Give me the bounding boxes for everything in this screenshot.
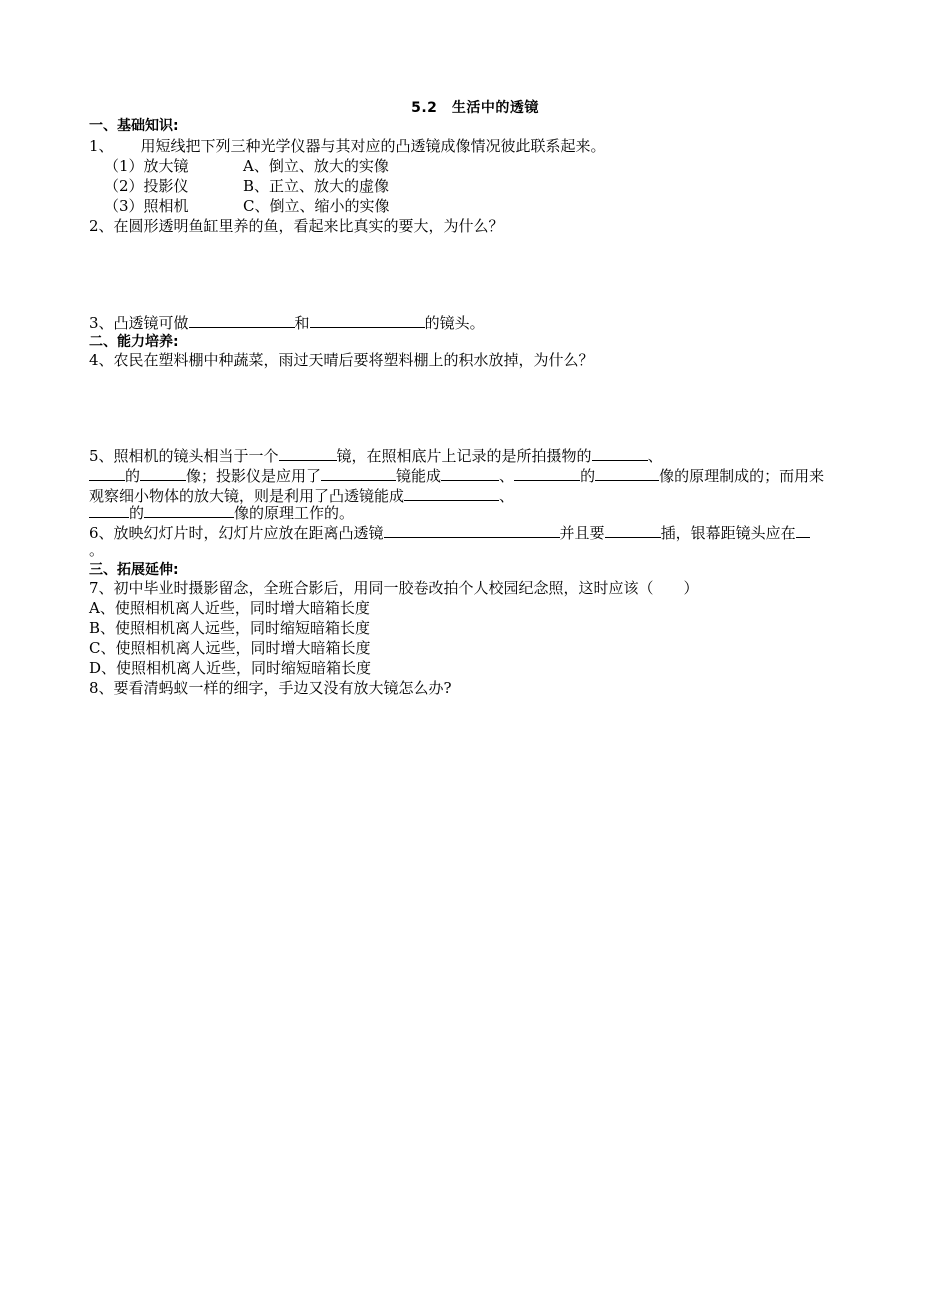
question-5-text: 、 — [499, 487, 515, 505]
question-6-text-c: 插，银幕距镜头应在 — [660, 524, 796, 542]
question-5-text: 的 — [129, 504, 145, 522]
question-3-text-a: 3、凸透镜可做 — [89, 314, 189, 332]
question-5-line-1 — [89, 445, 663, 466]
question-1-text: 用短线把下列三种光学仪器与其对应的凸透镜成像情况彼此联系起来。 — [140, 137, 606, 155]
question-5-line-2 — [89, 465, 824, 486]
question-6-text-b: 并且要 — [559, 524, 605, 542]
question-6-text-a: 6、放映幻灯片时，幻灯片应放在距离凸透镜 — [89, 524, 384, 542]
question-5-text: 的 — [580, 467, 596, 485]
section-heading-ability: 二、能力培养: — [89, 334, 179, 350]
question-2: 2、在圆形透明鱼缸里养的鱼，看起来比真实的要大，为什么？ — [89, 217, 504, 235]
question-5-text: 像的原理制成的；而用来 — [659, 467, 825, 485]
answer-blank[interactable] — [189, 312, 295, 328]
image-type-a: A、倒立、放大的实像 — [243, 157, 389, 175]
answer-blank[interactable] — [89, 465, 125, 481]
answer-blank[interactable] — [279, 445, 337, 461]
answer-blank[interactable] — [140, 465, 186, 481]
question-5-text: 镜能成 — [396, 467, 442, 485]
question-5-line-4 — [89, 502, 354, 523]
answer-blank[interactable] — [441, 465, 499, 481]
question-5-text: 、 — [499, 467, 515, 485]
option-c: C、使照相机离人远些，同时增大暗箱长度 — [89, 639, 371, 657]
question-5-text: 观察细小物体的放大镜，则是利用了凸透镜能成 — [89, 487, 405, 505]
answer-blank[interactable] — [404, 485, 499, 501]
question-1-number: 1、 — [89, 137, 114, 155]
instrument-item-3: （3）照相机 — [104, 197, 189, 215]
question-5-text: 的 — [125, 467, 141, 485]
question-7: 7、初中毕业时摄影留念，全班合影后，用同一胶卷改拍个人校园纪念照，这时应该（ ） — [89, 579, 699, 597]
question-5-text: 镜，在照相底片上记录的是所拍摄物的 — [336, 447, 592, 465]
section-heading-extension: 三、拓展延伸: — [89, 562, 179, 578]
question-5-text: 、 — [647, 447, 663, 465]
question-5-text: 5、照相机的镜头相当于一个 — [89, 447, 279, 465]
question-5-text: 像；投影仪是应用了 — [186, 467, 322, 485]
image-type-c: C、倒立、缩小的实像 — [243, 197, 390, 215]
answer-blank[interactable] — [321, 465, 396, 481]
question-1 — [89, 136, 606, 156]
answer-blank[interactable] — [592, 445, 648, 461]
option-d: D、使照相机离人近些，同时缩短暗箱长度 — [89, 659, 372, 677]
answer-blank[interactable] — [796, 522, 810, 538]
question-6-end: 。 — [89, 541, 105, 559]
instrument-item-1: （1）放大镜 — [104, 157, 189, 175]
answer-blank[interactable] — [514, 465, 580, 481]
question-3-text-b: 和 — [294, 314, 310, 332]
answer-blank[interactable] — [310, 312, 425, 328]
answer-blank[interactable] — [89, 502, 129, 518]
answer-blank[interactable] — [144, 502, 234, 518]
answer-blank[interactable] — [384, 522, 560, 538]
question-3-text-c: 的镜头。 — [424, 314, 485, 332]
answer-blank[interactable] — [595, 465, 659, 481]
question-6 — [89, 522, 810, 543]
option-a: A、使照相机离人近些，同时增大暗箱长度 — [89, 599, 370, 617]
question-4: 4、农民在塑料棚中种蔬菜，雨过天晴后要将塑料棚上的积水放掉，为什么？ — [89, 351, 594, 369]
question-5-text: 像的原理工作的。 — [234, 504, 355, 522]
image-type-b: B、正立、放大的虚像 — [243, 177, 390, 195]
page-title: 5.2 生活中的透镜 — [411, 100, 539, 116]
answer-blank[interactable] — [605, 522, 661, 538]
instrument-item-2: （2）投影仪 — [104, 177, 189, 195]
option-b: B、使照相机离人远些，同时缩短暗箱长度 — [89, 619, 371, 637]
section-heading-basic: 一、基础知识: — [89, 118, 179, 134]
question-8: 8、要看清蚂蚁一样的细字，手边又没有放大镜怎么办? — [89, 679, 452, 697]
question-3 — [89, 312, 485, 333]
